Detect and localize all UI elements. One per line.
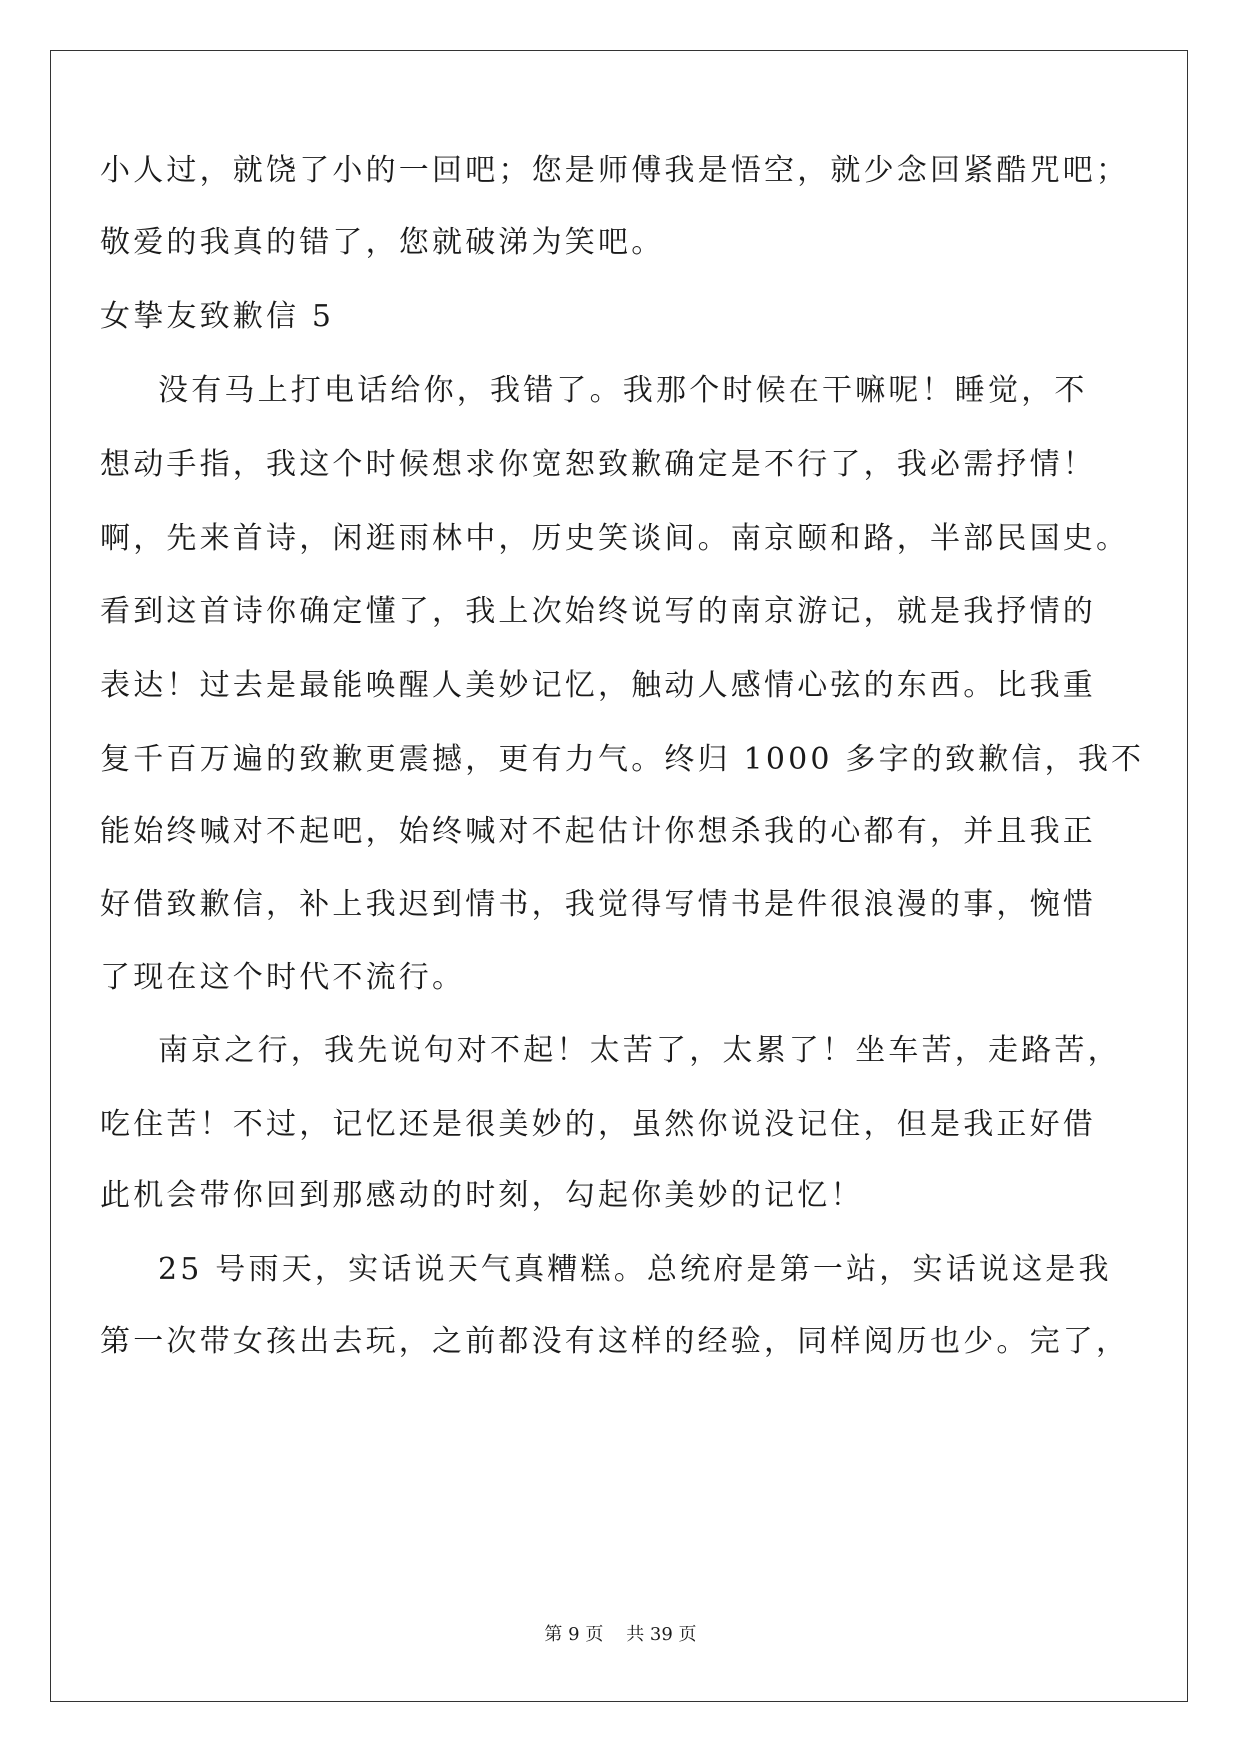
body-line: 好借致歉信，补上我迟到情书，我觉得写情书是件很浪漫的事，惋惜 <box>100 887 1096 922</box>
body-line: 南京之行，我先说句对不起！太苦了，太累了！坐车苦，走路苦， <box>158 1033 1121 1068</box>
body-line: 没有马上打电话给你，我错了。我那个时候在干嘛呢！睡觉，不 <box>158 373 1088 408</box>
body-line: 能始终喊对不起吧，始终喊对不起估计你想杀我的心都有，并且我正 <box>100 814 1096 849</box>
body-line: 25 号雨天，实话说天气真糟糕。总统府是第一站，实话说这是我 <box>158 1252 1112 1287</box>
body-line: 敬爱的我真的错了，您就破涕为笑吧。 <box>100 225 665 260</box>
section-heading: 女挚友致歉信 5 <box>100 299 335 334</box>
page-footer <box>0 1623 1241 1647</box>
body-line: 表达！过去是最能唤醒人美妙记忆，触动人感情心弦的东西。比我重 <box>100 668 1096 703</box>
body-line: 看到这首诗你确定懂了，我上次始终说写的南京游记，就是我抒情的 <box>100 594 1096 629</box>
body-line: 吃住苦！不过，记忆还是很美妙的，虽然你说没记住，但是我正好借 <box>100 1107 1096 1142</box>
body-line: 此机会带你回到那感动的时刻，勾起你美妙的记忆！ <box>100 1178 864 1213</box>
body-line: 小人过，就饶了小的一回吧；您是师傅我是悟空，就少念回紧酷咒吧； <box>100 153 1130 188</box>
body-line: 啊，先来首诗，闲逛雨林中，历史笑谈间。南京颐和路，半部民国史。 <box>100 521 1130 556</box>
body-line: 想动手指，我这个时候想求你宽恕致歉确定是不行了，我必需抒情！ <box>100 447 1096 482</box>
body-line: 了现在这个时代不流行。 <box>100 960 466 995</box>
body-line: 第一次带女孩出去玩，之前都没有这样的经验，同样阅历也少。完了， <box>100 1324 1130 1359</box>
body-line: 复千百万遍的致歉更震撼，更有力气。终归 1000 多字的致歉信，我不 <box>100 742 1145 777</box>
page-number-label: 第 9 页 共 39 页 <box>544 1624 697 1645</box>
